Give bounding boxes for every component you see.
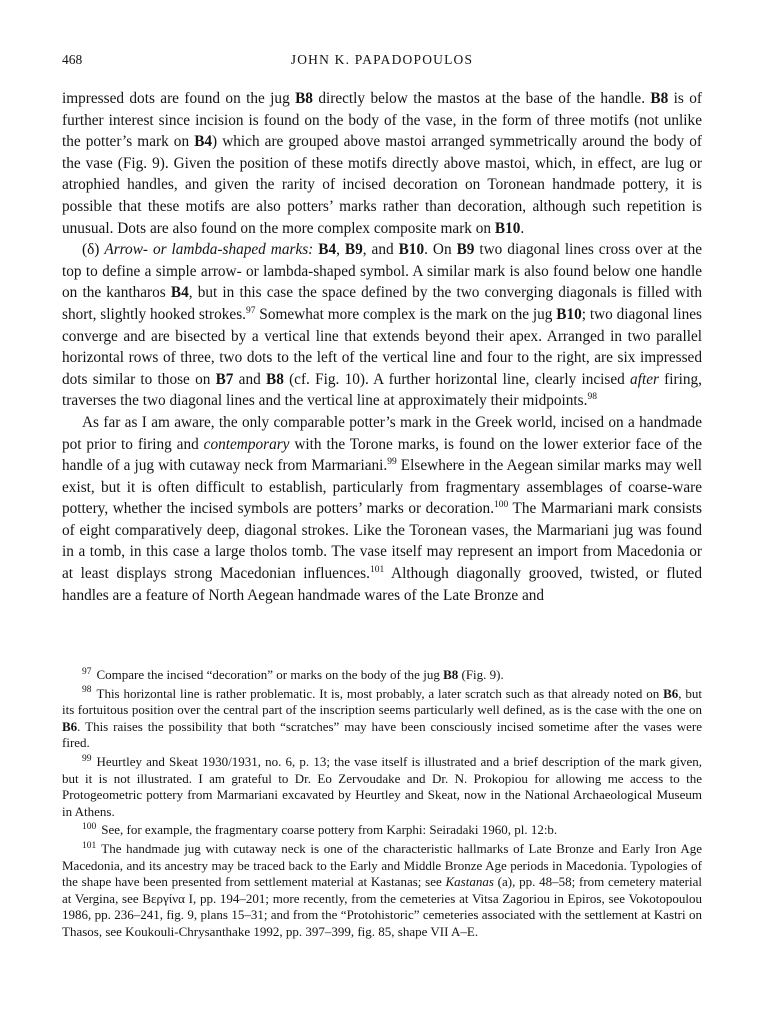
emphasis: after bbox=[630, 370, 659, 388]
emphasis: Kastanas bbox=[445, 874, 494, 890]
catalogue-ref: B4 bbox=[194, 133, 213, 151]
footnote-ref-101[interactable]: 101 bbox=[369, 564, 385, 575]
catalogue-ref: B8 bbox=[266, 370, 284, 388]
text-run: with the Torone marks, is found on the lower exterior face of the handle of a jug with cutaway neck from Marmariani. bbox=[62, 435, 703, 475]
footnote-98 bbox=[62, 686, 702, 752]
text-run: , but its fortuitous position over the central part of the inscription seems particularly well defined, as is the case with the one on bbox=[62, 685, 702, 718]
text-run: Heurtley and Skeat 1930/1931, no. 6, p. 13; the vase itself is illustrated and a brief description of the mark given, but it is not illustrated. I am grateful to Dr. Eo Zervoudake and Dr. N. Prokopiou for allowing me access to the Protogeometric pottery from Marmariani excavated by Heurtley and Skeat, now in the National Archaeological Museum in Athens. bbox=[62, 753, 702, 819]
text-run: ) which are grouped above mastoi arranged symmetrically around the body of the vase (Fig. 9). Given the position of these motifs directly above mastoi, which, in effect, are lug or atrophied handles, and given the rarity of incised decoration on Toronean handmade pottery, it is possible that these motifs are also potters’ marks rather than decoration, although such repetition is unusual. Dots are also found on the more complex composite mark on bbox=[62, 133, 702, 237]
paragraph-2 bbox=[62, 239, 702, 412]
text-run: firing, traverses the two diagonal lines and the vertical line at approximately their midpoints. bbox=[62, 370, 702, 410]
main-text bbox=[62, 88, 702, 606]
text-run: impressed dots are found on the jug bbox=[62, 90, 296, 107]
footnotes bbox=[62, 667, 702, 943]
text-run: Although diagonally grooved, twisted, or fluted handles are a feature of North Aegean handmade wares of the Late Bronze and bbox=[62, 565, 702, 604]
catalogue-ref: B8 bbox=[443, 667, 459, 682]
page-number: 468 bbox=[62, 52, 83, 67]
text-run: ; two diagonal lines converge and are bisected by a vertical line that extends beyond their apex. Arranged in two parallel horizontal rows of three, two dots to the left of the vertical line and four to the right, are six impressed dots similar to those on bbox=[62, 305, 702, 388]
text-run: . On bbox=[424, 241, 457, 259]
text-run: . This raises the possibility that both “scratches” may have been consciously incised sometime after the vases were fired. bbox=[62, 718, 702, 751]
catalogue-ref: B8 bbox=[295, 90, 313, 107]
footnote-99 bbox=[62, 754, 702, 820]
text-run: , and bbox=[362, 241, 399, 259]
catalogue-ref: B10 bbox=[398, 241, 425, 259]
text-run: , bbox=[336, 241, 345, 259]
text-run: See, for example, the fragmentary coarse pottery from Karphi: Seiradaki 1960, pl. 12:b. bbox=[101, 822, 558, 838]
section-heading-italic: Arrow- or lambda-shaped marks: bbox=[104, 241, 314, 259]
text-run: two diagonal lines cross over at the top to define a simple arrow- or lambda-shaped symbol. A similar mark is also found below one handle on the kantharos bbox=[62, 241, 703, 302]
text-run: and bbox=[233, 370, 266, 388]
footnote-ref-98[interactable]: 98 bbox=[587, 392, 597, 403]
text-run: Compare the incised “decoration” or marks on the body of the jug bbox=[96, 667, 444, 682]
text-run: directly below the mastos at the base of the handle. bbox=[312, 90, 651, 107]
text-run: Somewhat more complex is the mark on the jug bbox=[255, 305, 557, 323]
footnote-number: 99 bbox=[82, 753, 92, 764]
footnote-ref-100[interactable]: 100 bbox=[494, 500, 509, 511]
text-run: (δ) bbox=[82, 241, 105, 259]
page-header bbox=[62, 52, 702, 72]
footnote-number: 101 bbox=[82, 840, 97, 851]
text-run: This horizontal line is rather problematic. It is, most probably, a later scratch such as that already noted on bbox=[96, 685, 664, 701]
text-run: (a), pp. 48–58; from cemetery material at Vergina, see Βεργίνα I, pp. 194–201; more recently, from the cemeteries at Vitsa Zagoriou in Epiros, see Vokotopoulou 1986, pp. 236–241, fig. 9, plans 15–31; and from the “Protohistoric” cemeteries associated with the settlement at Kastri on Thasos, see Koukouli-Chrysanthake 1992, pp. 397–399, fig. 85, shape VII A–E. bbox=[62, 874, 702, 939]
text-run: Elsewhere in the Aegean similar marks may well exist, but it is often difficult to establish, particularly from fragmentary assemblages of coarse-ware pottery, whether the incised symbols are potters’ marks or decoration. bbox=[62, 457, 703, 518]
catalogue-ref: B9 bbox=[456, 241, 475, 259]
catalogue-ref: B9 bbox=[344, 241, 363, 259]
footnote-97 bbox=[62, 667, 702, 684]
footnote-number: 100 bbox=[82, 822, 97, 833]
text-run: (cf. Fig. 10). A further horizontal line, clearly incised bbox=[283, 370, 631, 388]
catalogue-ref: B8 bbox=[650, 90, 669, 107]
text-run: (Fig. 9). bbox=[458, 667, 504, 682]
running-head: JOHN K. PAPADOPOULOS bbox=[290, 52, 474, 67]
text-run: The handmade jug with cutaway neck is one of the characteristic hallmarks of Late Bronze and Early Iron Age Macedonia, and its ancestry may be traced back to the Early and Middle Bronze Age periods in Macedonia. Typologies of the shape have been presented from settlement material at Kastanas; see bbox=[62, 840, 702, 890]
text-run: As far as I am aware, the only comparable potter’s mark in the Greek world, incised on a handmade pot prior to firing and bbox=[62, 413, 702, 453]
catalogue-ref: B10 bbox=[494, 219, 521, 237]
catalogue-ref: B4 bbox=[170, 284, 189, 302]
footnote-101 bbox=[62, 841, 702, 941]
catalogue-ref: B4 bbox=[318, 241, 337, 259]
footnote-number: 98 bbox=[82, 685, 92, 696]
catalogue-ref: B10 bbox=[556, 305, 582, 323]
text-run: The Marmariani mark consists of eight comparatively deep, diagonal strokes. Like the Toronean vases, the Marmariani jug was found in a tomb, in this case a large tholos tomb. The vase itself may represent an import from Macedonia or at least displays strong Macedonian influences. bbox=[62, 500, 702, 583]
text-run: . bbox=[520, 219, 525, 237]
text-run: , but in this case the space defined by the two converging diagonals is filled with short, slightly hooked strokes. bbox=[62, 284, 702, 323]
catalogue-ref: B7 bbox=[215, 370, 234, 388]
catalogue-ref: B6 bbox=[663, 685, 679, 701]
footnote-ref-99[interactable]: 99 bbox=[387, 457, 397, 467]
footnote-number: 97 bbox=[82, 666, 92, 677]
paragraph-3 bbox=[62, 412, 702, 606]
text-run: is of further interest since incision is found on the body of the vase, in the form of three motifs (not unlike the potter’s mark on bbox=[62, 90, 702, 151]
footnote-100 bbox=[62, 822, 702, 839]
emphasis: contemporary bbox=[203, 435, 290, 453]
footnote-ref-97[interactable]: 97 bbox=[245, 305, 256, 316]
catalogue-ref: B6 bbox=[62, 718, 78, 734]
paragraph-1 bbox=[62, 88, 702, 239]
